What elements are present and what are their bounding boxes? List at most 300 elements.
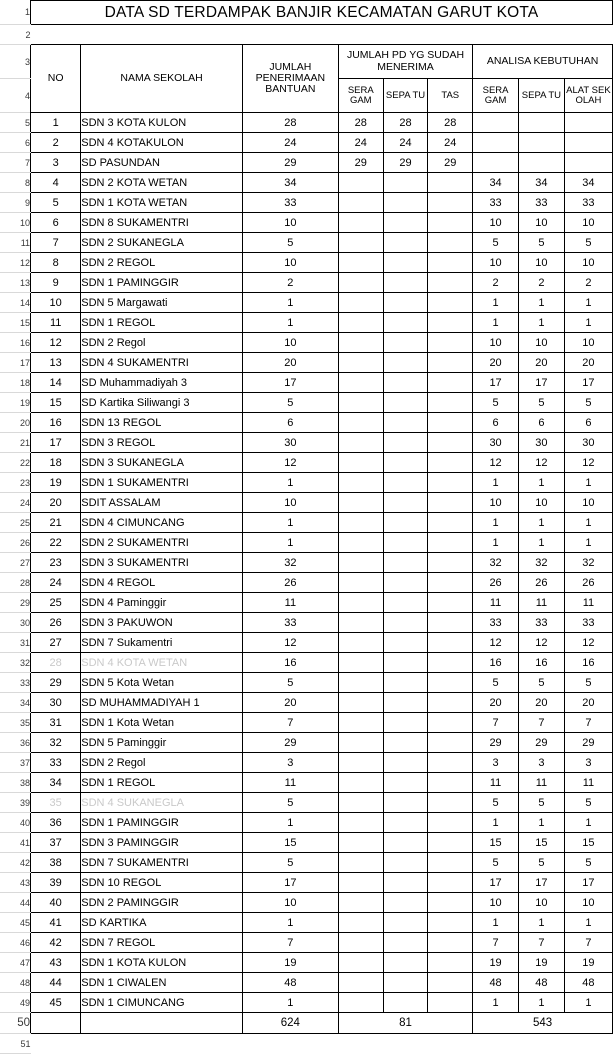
cell-school: SDN 4 SUKANEGLA bbox=[81, 793, 243, 813]
cell-sudah-tas bbox=[428, 973, 473, 993]
cell-sudah-tas bbox=[428, 413, 473, 433]
cell-school: SDN 3 KOTA KULON bbox=[81, 113, 243, 133]
cell-analisa-alat: 20 bbox=[564, 353, 612, 373]
cell-school: SDN 2 KOTA WETAN bbox=[81, 173, 243, 193]
cell-sudah-seragam: 24 bbox=[338, 133, 383, 153]
table-row[interactable] bbox=[0, 653, 613, 673]
cell-sudah-sepatu bbox=[383, 853, 428, 873]
cell-sudah-seragam bbox=[338, 273, 383, 293]
table-row[interactable] bbox=[0, 373, 613, 393]
cell-sudah-tas bbox=[428, 533, 473, 553]
cell-no: 45 bbox=[31, 993, 81, 1013]
col-header-school: NAMA SEKOLAH bbox=[81, 45, 243, 113]
row-header: 29 bbox=[0, 593, 31, 613]
cell-no: 19 bbox=[31, 473, 81, 493]
table-row[interactable] bbox=[0, 773, 613, 793]
totals-no bbox=[31, 1013, 81, 1034]
cell-no: 3 bbox=[31, 153, 81, 173]
table-row[interactable] bbox=[0, 353, 613, 373]
cell-sudah-seragam bbox=[338, 553, 383, 573]
page-title: DATA SD TERDAMPAK BANJIR KECAMATAN GARUT KOTA bbox=[31, 1, 613, 25]
table-row[interactable] bbox=[0, 833, 613, 853]
cell-no: 32 bbox=[31, 733, 81, 753]
cell-sudah-sepatu bbox=[383, 873, 428, 893]
cell-no: 22 bbox=[31, 533, 81, 553]
cell-sudah-seragam bbox=[338, 353, 383, 373]
cell-school: SDN 3 REGOL bbox=[81, 433, 243, 453]
cell-analisa-seragam: 10 bbox=[473, 333, 519, 353]
table-row[interactable] bbox=[0, 853, 613, 873]
cell-analisa-seragam: 7 bbox=[473, 713, 519, 733]
cell-analisa-seragam: 5 bbox=[473, 233, 519, 253]
table-row[interactable] bbox=[0, 973, 613, 993]
cell-school: SDN 1 REGOL bbox=[81, 773, 243, 793]
totals-jumlah: 624 bbox=[242, 1013, 338, 1034]
cell-jumlah: 24 bbox=[242, 133, 338, 153]
cell-sudah-tas bbox=[428, 773, 473, 793]
cell-analisa-alat: 1 bbox=[564, 533, 612, 553]
cell-sudah-seragam bbox=[338, 813, 383, 833]
cell-jumlah: 2 bbox=[242, 273, 338, 293]
cell-sudah-tas bbox=[428, 273, 473, 293]
cell-sudah-sepatu bbox=[383, 433, 428, 453]
cell-school: SD MUHAMMADIYAH 1 bbox=[81, 693, 243, 713]
cell-analisa-alat: 2 bbox=[564, 273, 612, 293]
cell-no: 5 bbox=[31, 193, 81, 213]
table-row[interactable] bbox=[0, 673, 613, 693]
cell-analisa-alat: 5 bbox=[564, 673, 612, 693]
cell-school: SDN 1 CIMUNCANG bbox=[81, 993, 243, 1013]
table-row[interactable] bbox=[0, 233, 613, 253]
cell-sudah-seragam bbox=[338, 693, 383, 713]
cell-no: 24 bbox=[31, 573, 81, 593]
cell-analisa-alat: 12 bbox=[564, 453, 612, 473]
cell-sudah-seragam bbox=[338, 933, 383, 953]
cell-sudah-sepatu bbox=[383, 453, 428, 473]
cell-no: 27 bbox=[31, 633, 81, 653]
table-row[interactable] bbox=[0, 913, 613, 933]
cell-sudah-sepatu bbox=[383, 353, 428, 373]
cell-no: 25 bbox=[31, 593, 81, 613]
table-row[interactable] bbox=[0, 193, 613, 213]
table-row[interactable] bbox=[0, 953, 613, 973]
cell-sudah-seragam bbox=[338, 913, 383, 933]
row-header: 10 bbox=[0, 213, 31, 233]
cell-no: 29 bbox=[31, 673, 81, 693]
cell-sudah-sepatu bbox=[383, 513, 428, 533]
row-header: 40 bbox=[0, 813, 31, 833]
table-row[interactable] bbox=[0, 793, 613, 813]
cell-sudah-tas bbox=[428, 753, 473, 773]
cell-sudah-tas bbox=[428, 473, 473, 493]
cell-school: SDN 1 SUKAMENTRI bbox=[81, 473, 243, 493]
cell-analisa-seragam: 5 bbox=[473, 673, 519, 693]
cell-sudah-sepatu bbox=[383, 913, 428, 933]
cell-school: SDN 4 KOTA WETAN bbox=[81, 653, 243, 673]
cell-analisa-seragam: 17 bbox=[473, 373, 519, 393]
cell-no: 1 bbox=[31, 113, 81, 133]
cell-sudah-seragam bbox=[338, 713, 383, 733]
row-header: 39 bbox=[0, 793, 31, 813]
cell-analisa-sepatu: 16 bbox=[518, 653, 564, 673]
cell-sudah-tas bbox=[428, 593, 473, 613]
cell-sudah-sepatu bbox=[383, 213, 428, 233]
cell-analisa-seragam: 1 bbox=[473, 913, 519, 933]
cell-analisa-alat: 1 bbox=[564, 913, 612, 933]
cell-no: 39 bbox=[31, 873, 81, 893]
cell-jumlah: 5 bbox=[242, 853, 338, 873]
col-header-analisa-group: ANALISA KEBUTUHAN bbox=[473, 45, 613, 79]
cell-analisa-sepatu: 26 bbox=[518, 573, 564, 593]
table-row[interactable] bbox=[0, 273, 613, 293]
cell-school: SDN 2 Regol bbox=[81, 333, 243, 353]
cell-school: SD KARTIKA bbox=[81, 913, 243, 933]
cell-analisa-sepatu: 1 bbox=[518, 313, 564, 333]
cell-no: 21 bbox=[31, 513, 81, 533]
cell-sudah-tas bbox=[428, 653, 473, 673]
cell-jumlah: 12 bbox=[242, 633, 338, 653]
table-row[interactable] bbox=[0, 493, 613, 513]
cell-analisa-sepatu bbox=[518, 153, 564, 173]
table-row[interactable] bbox=[0, 993, 613, 1013]
row-header: 45 bbox=[0, 913, 31, 933]
row-header: 25 bbox=[0, 513, 31, 533]
cell-analisa-alat: 1 bbox=[564, 293, 612, 313]
row-header: 30 bbox=[0, 613, 31, 633]
table-row[interactable] bbox=[0, 213, 613, 233]
cell-sudah-seragam bbox=[338, 233, 383, 253]
cell-sudah-tas bbox=[428, 333, 473, 353]
cell-sudah-seragam bbox=[338, 293, 383, 313]
cell-analisa-alat: 1 bbox=[564, 513, 612, 533]
cell-sudah-sepatu bbox=[383, 273, 428, 293]
cell-jumlah: 7 bbox=[242, 713, 338, 733]
cell-analisa-seragam: 20 bbox=[473, 353, 519, 373]
row-header: 21 bbox=[0, 433, 31, 453]
cell-analisa-sepatu: 2 bbox=[518, 273, 564, 293]
cell-sudah-tas bbox=[428, 913, 473, 933]
cell-analisa-sepatu: 20 bbox=[518, 353, 564, 373]
row-header: 14 bbox=[0, 293, 31, 313]
cell-analisa-seragam: 6 bbox=[473, 413, 519, 433]
cell-sudah-tas bbox=[428, 393, 473, 413]
cell-sudah-sepatu bbox=[383, 733, 428, 753]
cell-analisa-sepatu: 10 bbox=[518, 213, 564, 233]
table-row[interactable] bbox=[0, 893, 613, 913]
cell-sudah-sepatu bbox=[383, 953, 428, 973]
cell-analisa-alat: 6 bbox=[564, 413, 612, 433]
cell-sudah-tas: 24 bbox=[428, 133, 473, 153]
cell-jumlah: 5 bbox=[242, 673, 338, 693]
cell-sudah-sepatu bbox=[383, 993, 428, 1013]
cell-sudah-seragam bbox=[338, 593, 383, 613]
row-header: 34 bbox=[0, 693, 31, 713]
table-row[interactable] bbox=[0, 873, 613, 893]
table-row[interactable] bbox=[0, 713, 613, 733]
cell-sudah-tas bbox=[428, 853, 473, 873]
cell-analisa-sepatu: 1 bbox=[518, 533, 564, 553]
table-row[interactable] bbox=[0, 593, 613, 613]
cell-school: SDN 5 Kota Wetan bbox=[81, 673, 243, 693]
cell-analisa-alat bbox=[564, 113, 612, 133]
row-header: 47 bbox=[0, 953, 31, 973]
row-header: 18 bbox=[0, 373, 31, 393]
cell-sudah-seragam bbox=[338, 653, 383, 673]
cell-sudah-sepatu bbox=[383, 633, 428, 653]
cell-school: SDN 3 SUKAMENTRI bbox=[81, 553, 243, 573]
cell-sudah-sepatu bbox=[383, 293, 428, 313]
row-header: 7 bbox=[0, 153, 31, 173]
cell-sudah-sepatu: 28 bbox=[383, 113, 428, 133]
cell-sudah-sepatu bbox=[383, 233, 428, 253]
cell-school: SDN 3 PAMINGGIR bbox=[81, 833, 243, 853]
cell-sudah-seragam bbox=[338, 393, 383, 413]
cell-analisa-seragam: 10 bbox=[473, 253, 519, 273]
table-row[interactable] bbox=[0, 313, 613, 333]
cell-jumlah: 28 bbox=[242, 113, 338, 133]
cell-sudah-tas bbox=[428, 953, 473, 973]
row-header: 48 bbox=[0, 973, 31, 993]
row-header: 43 bbox=[0, 873, 31, 893]
cell-school: SDN 2 REGOL bbox=[81, 253, 243, 273]
cell-no: 33 bbox=[31, 753, 81, 773]
table-row[interactable] bbox=[0, 753, 613, 773]
table-row[interactable] bbox=[0, 733, 613, 753]
table-row[interactable] bbox=[0, 333, 613, 353]
cell-analisa-alat: 1 bbox=[564, 993, 612, 1013]
cell-analisa-alat: 34 bbox=[564, 173, 612, 193]
cell-no: 2 bbox=[31, 133, 81, 153]
table-row[interactable] bbox=[0, 393, 613, 413]
cell-no: 43 bbox=[31, 953, 81, 973]
cell-sudah-sepatu bbox=[383, 193, 428, 213]
row-header: 51 bbox=[0, 1034, 31, 1054]
cell-analisa-sepatu: 29 bbox=[518, 733, 564, 753]
cell-analisa-alat: 26 bbox=[564, 573, 612, 593]
cell-sudah-seragam: 29 bbox=[338, 153, 383, 173]
col-header-analisa-sepatu: SEPA TU bbox=[518, 79, 564, 113]
cell-sudah-seragam bbox=[338, 613, 383, 633]
cell-school: SD Kartika Siliwangi 3 bbox=[81, 393, 243, 413]
table-row[interactable] bbox=[0, 633, 613, 653]
table-row[interactable] bbox=[0, 173, 613, 193]
cell-sudah-sepatu: 24 bbox=[383, 133, 428, 153]
cell-analisa-sepatu: 1 bbox=[518, 293, 564, 313]
cell-jumlah: 29 bbox=[242, 153, 338, 173]
cell-analisa-seragam: 10 bbox=[473, 213, 519, 233]
table-row[interactable] bbox=[0, 293, 613, 313]
table-row[interactable] bbox=[0, 573, 613, 593]
table-row[interactable] bbox=[0, 153, 613, 173]
cell-school: SDN 2 SUKANEGLA bbox=[81, 233, 243, 253]
cell-jumlah: 10 bbox=[242, 893, 338, 913]
cell-no: 6 bbox=[31, 213, 81, 233]
cell-school: SDN 3 SUKANEGLA bbox=[81, 453, 243, 473]
table-row[interactable] bbox=[0, 813, 613, 833]
cell-sudah-seragam bbox=[338, 993, 383, 1013]
cell-sudah-sepatu bbox=[383, 313, 428, 333]
cell-analisa-seragam: 19 bbox=[473, 953, 519, 973]
table-row[interactable] bbox=[0, 693, 613, 713]
cell-analisa-seragam: 5 bbox=[473, 393, 519, 413]
cell-analisa-seragam: 1 bbox=[473, 813, 519, 833]
cell-sudah-sepatu bbox=[383, 413, 428, 433]
cell-school: SDN 1 REGOL bbox=[81, 313, 243, 333]
cell-school: SDN 1 PAMINGGIR bbox=[81, 273, 243, 293]
cell-school: SD Muhammadiyah 3 bbox=[81, 373, 243, 393]
cell-analisa-alat: 33 bbox=[564, 193, 612, 213]
cell-analisa-alat: 10 bbox=[564, 333, 612, 353]
cell-analisa-alat: 30 bbox=[564, 433, 612, 453]
cell-sudah-sepatu bbox=[383, 753, 428, 773]
cell-sudah-tas bbox=[428, 813, 473, 833]
cell-jumlah: 30 bbox=[242, 433, 338, 453]
cell-jumlah: 1 bbox=[242, 513, 338, 533]
table-row[interactable] bbox=[0, 533, 613, 553]
cell-sudah-tas bbox=[428, 453, 473, 473]
cell-analisa-alat: 29 bbox=[564, 733, 612, 753]
row-header: 46 bbox=[0, 933, 31, 953]
table-row[interactable] bbox=[0, 113, 613, 133]
table-row[interactable] bbox=[0, 553, 613, 573]
cell-jumlah: 1 bbox=[242, 473, 338, 493]
table-row[interactable] bbox=[0, 133, 613, 153]
cell-jumlah: 5 bbox=[242, 233, 338, 253]
cell-jumlah: 17 bbox=[242, 873, 338, 893]
cell-analisa-seragam: 29 bbox=[473, 733, 519, 753]
row-header: 42 bbox=[0, 853, 31, 873]
cell-analisa-seragam: 7 bbox=[473, 933, 519, 953]
table-row[interactable] bbox=[0, 413, 613, 433]
cell-school: SDN 1 PAMINGGIR bbox=[81, 813, 243, 833]
cell-sudah-tas bbox=[428, 713, 473, 733]
table-row[interactable] bbox=[0, 453, 613, 473]
cell-analisa-seragam: 5 bbox=[473, 793, 519, 813]
cell-sudah-tas: 28 bbox=[428, 113, 473, 133]
cell-analisa-sepatu: 12 bbox=[518, 633, 564, 653]
cell-school: SDN 4 Paminggir bbox=[81, 593, 243, 613]
cell-analisa-seragam: 33 bbox=[473, 613, 519, 633]
cell-analisa-alat: 1 bbox=[564, 813, 612, 833]
cell-no: 17 bbox=[31, 433, 81, 453]
cell-analisa-sepatu: 5 bbox=[518, 853, 564, 873]
table-row[interactable] bbox=[0, 473, 613, 493]
cell-analisa-alat: 1 bbox=[564, 473, 612, 493]
cell-sudah-seragam bbox=[338, 213, 383, 233]
cell-no: 40 bbox=[31, 893, 81, 913]
cell-analisa-sepatu: 32 bbox=[518, 553, 564, 573]
cell-analisa-seragam: 3 bbox=[473, 753, 519, 773]
col-header-no: NO bbox=[31, 45, 81, 113]
cell-analisa-alat: 15 bbox=[564, 833, 612, 853]
cell-sudah-tas bbox=[428, 733, 473, 753]
cell-sudah-tas bbox=[428, 513, 473, 533]
cell-analisa-seragam: 11 bbox=[473, 593, 519, 613]
cell-analisa-alat: 10 bbox=[564, 893, 612, 913]
cell-sudah-tas bbox=[428, 253, 473, 273]
col-header-analisa-alat: ALAT SEK OLAH bbox=[564, 79, 612, 113]
row-header: 37 bbox=[0, 753, 31, 773]
row-header: 3 bbox=[0, 45, 31, 79]
totals-analisa: 543 bbox=[473, 1013, 613, 1034]
cell-analisa-seragam: 16 bbox=[473, 653, 519, 673]
cell-sudah-seragam bbox=[338, 953, 383, 973]
cell-sudah-sepatu bbox=[383, 373, 428, 393]
cell-jumlah: 11 bbox=[242, 593, 338, 613]
cell-sudah-sepatu bbox=[383, 673, 428, 693]
cell-analisa-sepatu: 11 bbox=[518, 773, 564, 793]
cell-analisa-seragam: 33 bbox=[473, 193, 519, 213]
row-header: 49 bbox=[0, 993, 31, 1013]
cell-analisa-alat: 10 bbox=[564, 493, 612, 513]
cell-no: 42 bbox=[31, 933, 81, 953]
table-row[interactable] bbox=[0, 433, 613, 453]
cell-sudah-sepatu bbox=[383, 253, 428, 273]
cell-sudah-seragam bbox=[338, 513, 383, 533]
cell-school: SDN 1 CIWALEN bbox=[81, 973, 243, 993]
cell-school: SDN 2 Regol bbox=[81, 753, 243, 773]
cell-analisa-alat: 1 bbox=[564, 313, 612, 333]
cell-analisa-sepatu: 19 bbox=[518, 953, 564, 973]
cell-analisa-alat: 7 bbox=[564, 933, 612, 953]
row-header: 31 bbox=[0, 633, 31, 653]
cell-analisa-sepatu: 33 bbox=[518, 613, 564, 633]
cell-jumlah: 10 bbox=[242, 333, 338, 353]
cell-school: SDN 10 REGOL bbox=[81, 873, 243, 893]
cell-analisa-sepatu: 15 bbox=[518, 833, 564, 853]
cell-analisa-seragam bbox=[473, 113, 519, 133]
cell-school: SDN 7 SUKAMENTRI bbox=[81, 853, 243, 873]
row-header: 16 bbox=[0, 333, 31, 353]
cell-analisa-alat bbox=[564, 153, 612, 173]
row-header: 4 bbox=[0, 79, 31, 113]
cell-jumlah: 20 bbox=[242, 353, 338, 373]
row-header: 19 bbox=[0, 393, 31, 413]
cell-analisa-sepatu: 48 bbox=[518, 973, 564, 993]
cell-no: 38 bbox=[31, 853, 81, 873]
cell-sudah-seragam bbox=[338, 493, 383, 513]
cell-sudah-sepatu bbox=[383, 693, 428, 713]
row-header: 36 bbox=[0, 733, 31, 753]
row-header: 32 bbox=[0, 653, 31, 673]
cell-jumlah: 5 bbox=[242, 393, 338, 413]
cell-school: SDN 4 REGOL bbox=[81, 573, 243, 593]
cell-jumlah: 12 bbox=[242, 453, 338, 473]
row-header: 9 bbox=[0, 193, 31, 213]
cell-sudah-seragam bbox=[338, 773, 383, 793]
row-header: 5 bbox=[0, 113, 31, 133]
row-header: 35 bbox=[0, 713, 31, 733]
table-row[interactable] bbox=[0, 513, 613, 533]
table-row[interactable] bbox=[0, 253, 613, 273]
cell-no: 28 bbox=[31, 653, 81, 673]
row-header: 38 bbox=[0, 773, 31, 793]
table-row[interactable] bbox=[0, 933, 613, 953]
cell-jumlah: 15 bbox=[242, 833, 338, 853]
cell-sudah-sepatu bbox=[383, 593, 428, 613]
cell-jumlah: 34 bbox=[242, 173, 338, 193]
cell-school: SDN 4 KOTAKULON bbox=[81, 133, 243, 153]
cell-analisa-alat: 10 bbox=[564, 213, 612, 233]
cell-analisa-sepatu: 10 bbox=[518, 493, 564, 513]
cell-jumlah: 48 bbox=[242, 973, 338, 993]
row-header: 12 bbox=[0, 253, 31, 273]
cell-analisa-alat: 3 bbox=[564, 753, 612, 773]
cell-analisa-sepatu: 11 bbox=[518, 593, 564, 613]
cell-analisa-alat: 12 bbox=[564, 633, 612, 653]
table-row[interactable] bbox=[0, 613, 613, 633]
cell-analisa-sepatu bbox=[518, 113, 564, 133]
